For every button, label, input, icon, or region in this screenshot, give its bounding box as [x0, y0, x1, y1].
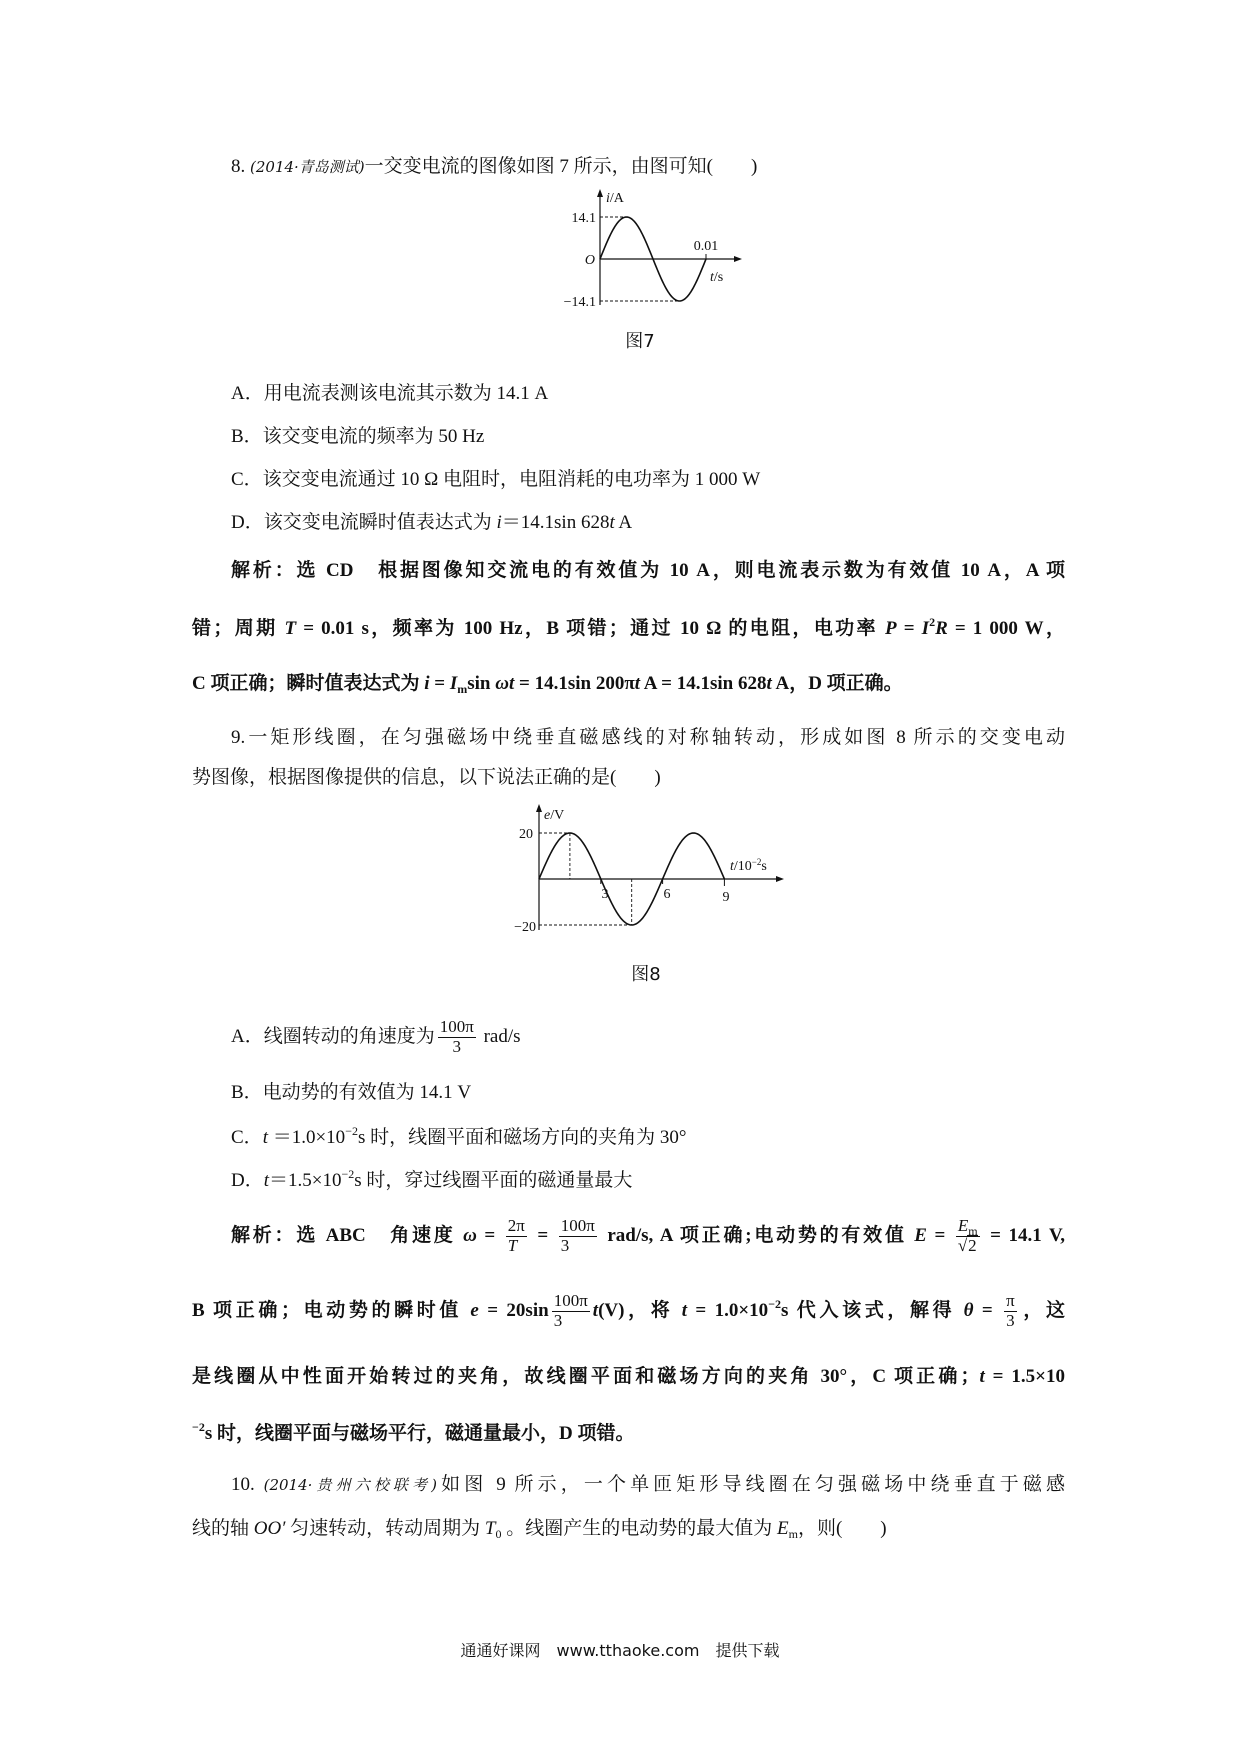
math-variable: P [885, 618, 897, 639]
math-variable: E [914, 1225, 927, 1246]
math-variable: R [935, 618, 948, 639]
fraction-denominator: 3 [1006, 1311, 1015, 1331]
option-text: D．该交变电流瞬时值表达式为 [231, 512, 497, 533]
math-exponent: −2 [768, 1297, 782, 1311]
analysis-text: = [429, 673, 450, 694]
question-text: 。线圈产生的电动势的最大值为 [501, 1518, 777, 1539]
math-variable: θ [963, 1300, 974, 1321]
question-number: 10. [231, 1474, 264, 1495]
analysis-text: = 14.1 V, [982, 1225, 1065, 1246]
q10-stem-line-2 [192, 1507, 887, 1551]
y-min-label: −14.1 [563, 295, 596, 310]
fraction-denominator: T [507, 1236, 518, 1256]
question-text: ，则( ) [797, 1518, 887, 1539]
x-axis-unit-suffix: s [761, 859, 767, 874]
analysis-text: = 14.1sin 200π [514, 673, 635, 694]
q8-option-c: C．该交变电流通过 10 Ω 电阻时，电阻消耗的电功率为 1 000 W [231, 469, 761, 490]
question-text: 线的轴 [192, 1518, 254, 1539]
option-text: ＝1.5×10 [269, 1170, 342, 1191]
option-text: A [614, 512, 633, 533]
x-tick-label: 3 [601, 887, 609, 902]
question-number: 8. [231, 156, 246, 177]
q8-option-d [231, 501, 632, 545]
analysis-text: 解析：选 CD 根据图像知交流电的有效值为 10 A，则电流表示数为有效值 10 A，A 项 [231, 560, 1065, 581]
math-variable: E [776, 1518, 789, 1539]
x-axis-exponent: −2 [751, 857, 762, 867]
fraction-denominator: 3 [560, 1236, 570, 1256]
math-variable: t [509, 673, 515, 694]
math-variable: t [262, 1127, 268, 1148]
analysis-text: = 1 000 W， [947, 618, 1066, 639]
math-subscript: m [788, 1527, 798, 1541]
question-source: (2014·青岛测试) [250, 158, 365, 176]
fraction-numerator: 100π [553, 1291, 588, 1311]
question-text: 匀速转动，转动周期为 [285, 1518, 485, 1539]
angular-velocity-fraction [438, 1018, 476, 1056]
fraction-numerator: 100π [439, 1017, 474, 1037]
math-variable: t [634, 673, 641, 694]
option-text: s 时，穿过线圈平面的磁通量最大 [354, 1170, 633, 1191]
math-variable: I [449, 673, 458, 694]
math-variable: t [592, 1300, 599, 1321]
math-variable: t [979, 1366, 985, 1387]
angle-fraction [1004, 1292, 1017, 1330]
analysis-text: = [529, 1225, 556, 1246]
q9-option-c [231, 1116, 686, 1160]
x-axis-arrow [734, 256, 742, 262]
fraction-numerator: π [1006, 1291, 1015, 1311]
x-axis-variable: t [710, 270, 714, 285]
fraction-denominator: 3 [452, 1037, 462, 1057]
q10-stem-line-1 [231, 1463, 1065, 1507]
x-axis-unit: /s [713, 270, 724, 285]
analysis-text: 是线圈从中性面开始转过的夹角，故线圈平面和磁场方向的夹角 30°，C 项正确； [192, 1366, 980, 1387]
analysis-text: 错；周期 [192, 618, 285, 639]
math-variable: t [609, 512, 615, 533]
math-variable: t [681, 1300, 688, 1321]
math-subscript: m [457, 682, 468, 696]
x-tick-label: 9 [722, 890, 730, 905]
math-variable: e [470, 1300, 479, 1321]
analysis-text: = [926, 1225, 953, 1246]
analysis-text: (V)，将 [598, 1300, 682, 1321]
analysis-text: ，这 [1019, 1300, 1065, 1321]
analysis-text: = 1.0×10 [687, 1300, 769, 1321]
math-exponent: −2 [192, 1420, 205, 1434]
math-variable: t [766, 673, 772, 694]
analysis-text: sin [467, 673, 496, 694]
origin-label: O [584, 253, 595, 268]
question-text: 如图 9 所示，一个单匝矩形导线圈在匀强磁场中绕垂直于磁感 [437, 1474, 1065, 1495]
y-axis-unit: /A [609, 191, 624, 206]
x-axis-label [710, 270, 723, 285]
y-axis-arrow [536, 804, 542, 812]
q9-option-b: B．电动势的有效值为 14.1 V [231, 1082, 472, 1103]
analysis-text: C 项正确；瞬时值表达式为 [192, 673, 425, 694]
figure-8-caption: 图8 [631, 964, 661, 985]
math-variable: T [284, 618, 297, 639]
option-text: s 时，线圈平面和磁场方向的夹角为 30° [357, 1127, 687, 1148]
math-exponent: 2 [929, 615, 936, 629]
effective-value-fraction [956, 1217, 980, 1255]
math-variable: i [424, 673, 430, 694]
math-exponent: −2 [345, 1124, 358, 1138]
y-axis-label [606, 191, 625, 206]
q9-analysis-line-2 [192, 1289, 1065, 1333]
math-variable: ω [463, 1225, 477, 1246]
math-exponent: −2 [341, 1167, 355, 1181]
x-axis-arrow [776, 876, 784, 882]
y-axis-variable: e [544, 808, 551, 823]
q9-analysis-line-1 [231, 1214, 1065, 1258]
analysis-text: = 20sin [478, 1300, 549, 1321]
fraction-denominator [956, 1237, 980, 1256]
math-variable: T [484, 1518, 496, 1539]
x-tick-label: 6 [663, 887, 671, 902]
figure-8-graph [500, 800, 790, 945]
q8-analysis-line-3 [192, 662, 903, 706]
omega-fraction [506, 1217, 527, 1255]
x-axis-label [730, 857, 767, 874]
analysis-text: s 代入该式，解得 [781, 1300, 964, 1321]
analysis-text: rad/s, A 项正确;电动势的有效值 [599, 1225, 915, 1246]
q8-option-a: A．用电流表测该电流其示数为 14.1 A [231, 383, 549, 404]
option-text: D． [231, 1170, 264, 1191]
math-variable: I [921, 618, 930, 639]
analysis-text: B 项正确；电动势的瞬时值 [192, 1300, 471, 1321]
analysis-text: s 时，线圈平面与磁场平行，磁通量最小，D 项错。 [204, 1423, 635, 1444]
q8-option-b: B．该交变电流的频率为 50 Hz [231, 426, 485, 447]
y-axis-arrow [597, 189, 603, 197]
omega-value-fraction [559, 1217, 597, 1255]
y-max-label: 14.1 [571, 211, 596, 226]
analysis-text: = 0.01 s，频率为 100 Hz，B 项错；通过 10 Ω 的电阻，电功率 [296, 618, 885, 639]
option-text: C． [231, 1127, 263, 1148]
figure-7-caption: 图7 [625, 331, 655, 352]
fraction-numerator: 2π [507, 1216, 525, 1236]
sqrt-radicand: 2 [968, 1236, 977, 1256]
math-variable: E [957, 1216, 969, 1236]
math-variable: OO′ [253, 1518, 286, 1539]
q9-stem-line-2: 势图像，根据图像提供的信息，以下说法正确的是( ) [192, 767, 661, 788]
x-tick-label: 0.01 [693, 239, 719, 254]
y-min-label: −20 [514, 920, 536, 935]
sqrt-sign: √ [957, 1236, 968, 1256]
math-subscript: 0 [495, 1527, 502, 1541]
q9-option-a [231, 1015, 521, 1059]
q9-stem-line-1: 9.一矩形线圈，在匀强磁场中绕垂直磁感线的对称轴转动，形成如图 8 所示的交变电动 [231, 727, 1065, 748]
y-axis-variable: i [606, 191, 610, 206]
option-text: ＝14.1sin 628 [501, 512, 610, 533]
angular-frequency-fraction [552, 1292, 590, 1330]
page-footer: 通通好课网 www.tthaoke.com 提供下载 [460, 1641, 780, 1660]
x-axis-variable: t [730, 859, 734, 874]
math-variable: t [263, 1170, 270, 1191]
question-source: (2014·贵州六校联考) [263, 1476, 438, 1494]
q9-analysis-line-3 [192, 1355, 1065, 1399]
analysis-text: 解析：选 ABC 角速度 [231, 1225, 464, 1246]
analysis-text: A，D 项正确。 [771, 673, 903, 694]
q8-analysis-line-2 [192, 607, 1065, 651]
analysis-text: = [476, 1225, 503, 1246]
math-variable: i [496, 512, 502, 533]
analysis-text: = [973, 1300, 1002, 1321]
option-unit: rad/s [478, 1026, 521, 1047]
y-max-label: 20 [519, 827, 533, 842]
q8-stem [231, 145, 757, 189]
option-text: A．线圈转动的角速度为 [231, 1026, 435, 1047]
question-text: 一交变电流的图像如图 7 所示，由图可知( ) [364, 156, 758, 177]
figure-7-graph [550, 185, 750, 315]
x-axis-unit: /10 [733, 859, 752, 874]
y-axis-unit: /V [550, 808, 565, 823]
fraction-numerator: 100π [560, 1216, 595, 1236]
math-variable: ω [495, 673, 509, 694]
fraction-denominator: 3 [553, 1311, 563, 1331]
math-subscript: m [968, 1224, 978, 1239]
q9-option-d [231, 1159, 632, 1203]
q8-analysis-line-1 [231, 549, 1065, 593]
option-text: ＝1.0×10 [267, 1127, 346, 1148]
analysis-text: A = 14.1sin 628 [640, 673, 767, 694]
analysis-text: = 1.5×10 [984, 1366, 1065, 1387]
y-axis-label [544, 808, 564, 823]
analysis-text: = [896, 618, 922, 639]
q9-analysis-line-4 [192, 1412, 634, 1456]
